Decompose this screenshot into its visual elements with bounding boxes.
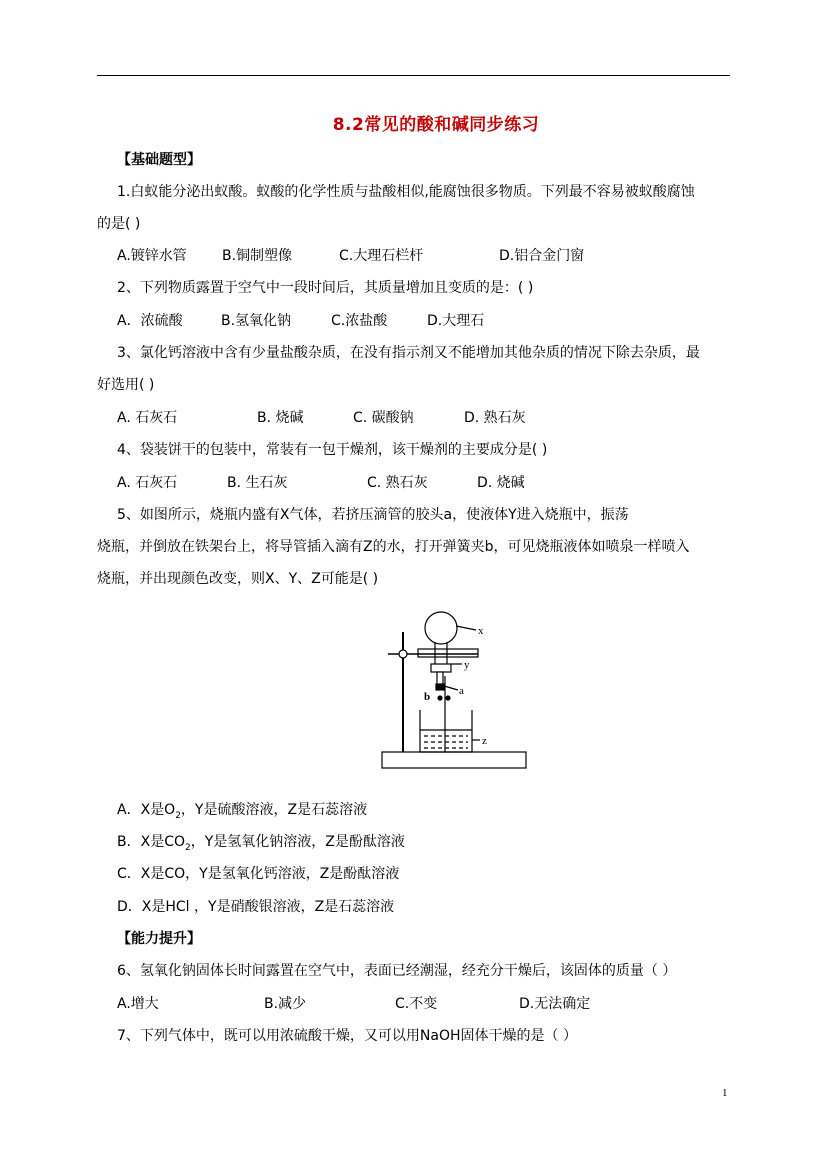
label-b: b: [424, 691, 431, 703]
q2-option-a: A．浓硫酸: [117, 313, 183, 329]
q1-stem-2: 的是( ): [97, 216, 141, 232]
q4-stem: 4、袋装饼干的包装中，常装有一包干燥剂，该干燥剂的主要成分是( ): [117, 442, 548, 458]
q3-stem-2: 好选用( ): [97, 377, 155, 393]
spring-clip: [438, 696, 442, 700]
q4-options: [117, 473, 525, 493]
q6-option-c: C.不变: [395, 996, 438, 1012]
q1-options: [117, 246, 584, 266]
q4-option-a: A. 石灰石: [117, 475, 178, 491]
q1-option-d: D.铝合金门窗: [499, 248, 585, 264]
label-x-leader: [456, 626, 476, 630]
q2-options: [117, 311, 484, 331]
q6-option-a: A.增大: [117, 996, 159, 1012]
section-basic: 【基础题型】: [117, 152, 201, 168]
clamp-knob: [399, 650, 407, 658]
q3-stem-1: 3、氯化钙溶液中含有少量盐酸杂质，在没有指示剂又不能增加其他杂质的情况下除去杂质，最: [117, 345, 700, 361]
q4-option-b: B. 生石灰: [227, 475, 288, 491]
q2-option-c: C.浓盐酸: [331, 313, 388, 329]
q6-option-d: D.无法确定: [519, 996, 591, 1012]
q3-option-a: A. 石灰石: [117, 410, 178, 426]
label-x: x: [478, 625, 484, 637]
page-title: 8.2常见的酸和碱同步练习: [332, 115, 540, 135]
q5-option-d: D．X是HCl ，Y是硝酸银溶液，Z是石蕊溶液: [117, 899, 395, 915]
header-rule: [97, 75, 730, 76]
q5-stem-2: 烧瓶，并倒放在铁架台上，将导管插入滴有Z的水，打开弹簧夹b，可见烧瓶液体如喷泉一样喷入: [97, 539, 690, 555]
q3-option-d: D. 熟石灰: [464, 410, 526, 426]
label-a: a: [459, 685, 464, 697]
q1-option-b: B.铜制塑像: [222, 248, 293, 264]
q5-stem-1: 5、如图所示，烧瓶内盛有X气体，若挤压滴管的胶头a，使液体Y进入烧瓶中，振荡: [117, 507, 629, 523]
q6-stem: 6、氢氧化钠固体长时间露置在空气中，表面已经潮湿，经充分干燥后，该固体的质量（ ）: [117, 963, 677, 979]
page-number: 1: [722, 1087, 728, 1099]
q4-option-d: D. 烧碱: [477, 475, 525, 491]
q7-stem: 7、下列气体中，既可以用浓硫酸干燥，又可以用NaOH固体干燥的是（ ）: [117, 1028, 577, 1044]
label-y: y: [464, 659, 470, 671]
q3-option-c: C. 碳酸钠: [353, 410, 414, 426]
q5-option-b: B．X是$CO_2$，Y是氢氧化钠溶液，Z是酚酞溶液: [117, 834, 405, 853]
q2-stem: 2、下列物质露置于空气中一段时间后，其质量增加且变质的是：( ): [117, 280, 534, 296]
section-advanced: 【能力提升】: [117, 931, 201, 947]
flask-neck: [435, 642, 447, 664]
q5-option-a: A．X是$O_2$，Y是硫酸溶液，Z是石蕊溶液: [117, 802, 368, 821]
q1-option-a: A.镀锌水管: [117, 248, 187, 264]
dropper-bulb: [436, 684, 444, 690]
q2-option-b: B.氢氧化钠: [221, 313, 292, 329]
flask-bulb: [425, 612, 457, 644]
q6-option-b: B.减少: [264, 996, 307, 1012]
label-z: z: [482, 735, 487, 747]
q4-option-c: C. 熟石灰: [367, 475, 428, 491]
spring-clip-2: [446, 696, 450, 700]
stand-base: [382, 752, 526, 768]
q6-options: [117, 994, 590, 1014]
fountain-experiment-figure: [380, 602, 528, 772]
q5-option-c: C．X是CO，Y是氢氧化钙溶液，Z是酚酞溶液: [117, 866, 400, 882]
q3-options: [117, 408, 526, 428]
q1-stem-1: 1.白蚁能分泌出蚁酸。蚁酸的化学性质与盐酸相似,能腐蚀很多物质。下列最不容易被蚁酸腐蚀: [117, 184, 695, 200]
label-a-leader: [444, 686, 458, 690]
q3-option-b: B. 烧碱: [257, 410, 304, 426]
q1-option-c: C.大理石栏杆: [339, 248, 424, 264]
q5-stem-3: 烧瓶，并出现颜色改变，则X、Y、Z可能是( ): [97, 571, 379, 587]
q2-option-d: D.大理石: [427, 313, 485, 329]
stopper: [431, 664, 451, 672]
clamp-holder: [418, 649, 478, 657]
beaker: [420, 710, 472, 752]
